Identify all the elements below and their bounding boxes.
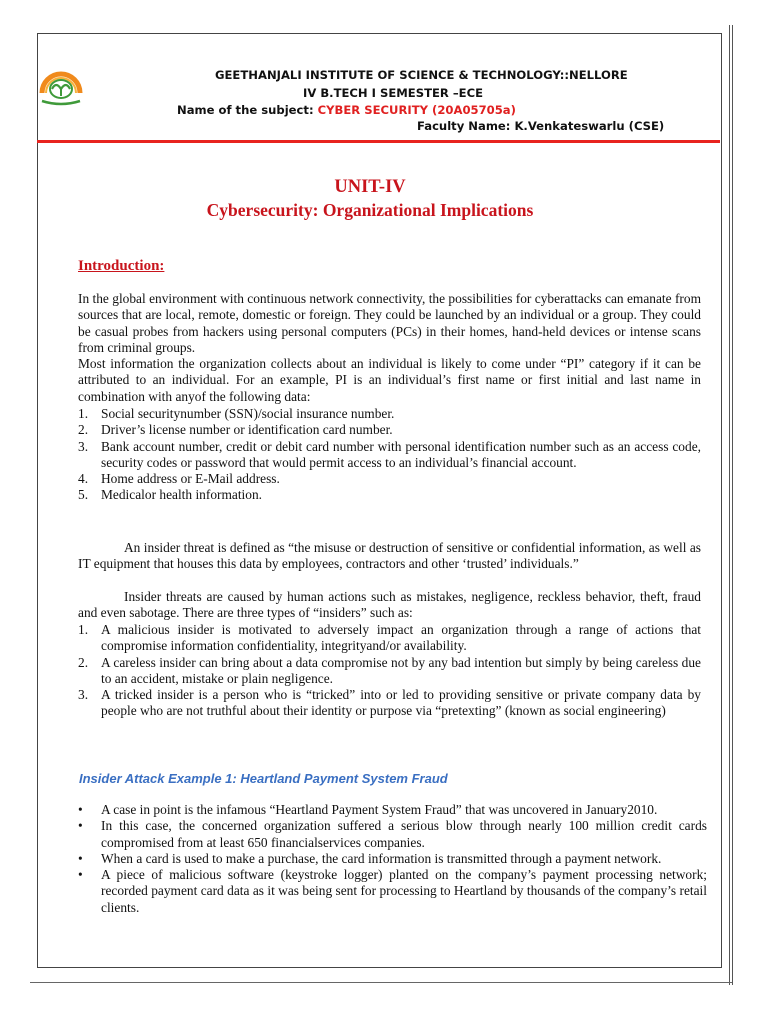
- introduction-heading: Introduction:: [78, 258, 165, 274]
- intro-paragraph-2: Most information the organization collects about an individual is likely to come under “PI” category if it can be attributed to an individual. For an example, PI is an individual’s first name or first initial and last name in combination with anyof the following data:: [78, 356, 701, 404]
- bullet-icon: •: [78, 802, 83, 817]
- list-item: [78, 655, 701, 688]
- subject-label: Name of the subject:: [177, 103, 318, 117]
- list-item: [78, 687, 701, 720]
- bottom-margin-line: [30, 982, 732, 983]
- logo-banner: [42, 101, 80, 104]
- insider-types-list: [78, 622, 701, 720]
- institute-name: GEETHANJALI INSTITUTE OF SCIENCE & TECHNOLOGY::NELLORE: [215, 68, 628, 82]
- list-item: [78, 471, 701, 487]
- list-item: [78, 818, 707, 851]
- list-item-text: A case in point is the infamous “Heartland Payment System Fraud” that was uncovered in January2010.: [101, 802, 658, 817]
- list-item: [78, 406, 701, 422]
- pi-data-list: [78, 406, 701, 504]
- list-number: 5.: [78, 487, 89, 503]
- bullet-icon: •: [78, 867, 83, 883]
- subject-line: [177, 103, 516, 117]
- list-item-text: Home address or E-Mail address.: [101, 471, 280, 487]
- list-item: [78, 439, 701, 472]
- institute-logo-icon: [38, 63, 84, 109]
- list-number: 4.: [78, 471, 89, 487]
- list-item: [78, 867, 707, 916]
- list-number: 1.: [78, 406, 89, 421]
- list-item-text: Social securitynumber (SSN)/social insurance number.: [101, 406, 395, 421]
- insider-threat-definition: An insider threat is defined as “the misuse or destruction of sensitive or confidential information, as well as IT equipment that houses this data by employees, contractors and other ‘trusted’ individuals.”: [78, 540, 701, 572]
- faculty-name: Faculty Name: K.Venkateswarlu (CSE): [417, 119, 665, 133]
- list-item-text: Driver’s license number or identification card number.: [101, 422, 393, 438]
- list-item: [78, 802, 707, 818]
- list-item-text: Bank account number, credit or debit card number with personal identification number such as an access code, security codes or password that would permit access to an individual’s financial account.: [101, 438, 701, 470]
- list-item: [78, 487, 701, 503]
- list-number: 2.: [78, 422, 89, 438]
- list-item-text: A tricked insider is a person who is “tricked” into or led to providing sensitive or private company data by people who are not truthful about their identity or purpose via “pretexting” (known as social engineering): [101, 687, 701, 719]
- subject-value: CYBER SECURITY (20A05705a): [317, 103, 516, 117]
- list-item: [78, 622, 701, 655]
- bullet-icon: •: [78, 850, 83, 866]
- intro-paragraph-1: In the global environment with continuous network connectivity, the possibilities for cyberattacks can emanate from sources that are local, remote, domestic or foreign. They could be launched by an individual or a group. They could be casual probes from hackers using personal computers (PCs) in their homes, hand-held devices or intense scans from criminal groups.: [78, 291, 701, 355]
- example-bullet-list: [78, 802, 707, 916]
- list-number: 1.: [78, 622, 89, 637]
- unit-subtitle: Cybersecurity: Organizational Implications: [206, 200, 534, 220]
- list-item-text: A careless insider can bring about a data compromise not by any bad intention but simply by being careless due to an accident, mistake or plain negligence.: [101, 654, 701, 686]
- list-item-text: When a card is used to make a purchase, the card information is transmitted through a payment network.: [101, 850, 662, 866]
- list-item-text: Medicalor health information.: [101, 487, 263, 503]
- semester-line: IV B.TECH I SEMESTER –ECE: [303, 86, 484, 100]
- list-number: 2.: [78, 654, 89, 670]
- list-item: [78, 422, 701, 438]
- insider-threat-causes: Insider threats are caused by human actions such as mistakes, negligence, reckless behavior, theft, fraud and even sabotage. There are three types of “insiders” such as:: [78, 589, 701, 621]
- list-item-text: A malicious insider is motivated to adversely impact an organization through a range of actions that compromise information confidentiality, integrityand/or availability.: [101, 622, 701, 654]
- list-item-text: In this case, the concerned organization suffered a serious blow through nearly 100 million credit cards compromised from at least 650 financialservices companies.: [101, 818, 707, 850]
- header-divider: [37, 140, 720, 143]
- right-margin-lines: [729, 25, 733, 985]
- unit-title: UNIT-IV: [334, 177, 406, 197]
- list-item-text: A piece of malicious software (keystroke logger) planted on the company’s payment processing network; recorded payment card data as it was being sent for processing to Heartland by thousands of the company’s retail clients.: [101, 867, 707, 915]
- list-item: [78, 851, 707, 867]
- bullet-icon: •: [78, 818, 83, 834]
- example-heading: Insider Attack Example 1: Heartland Payment System Fraud: [79, 771, 448, 786]
- list-number: 3.: [78, 438, 89, 454]
- list-number: 3.: [78, 687, 89, 703]
